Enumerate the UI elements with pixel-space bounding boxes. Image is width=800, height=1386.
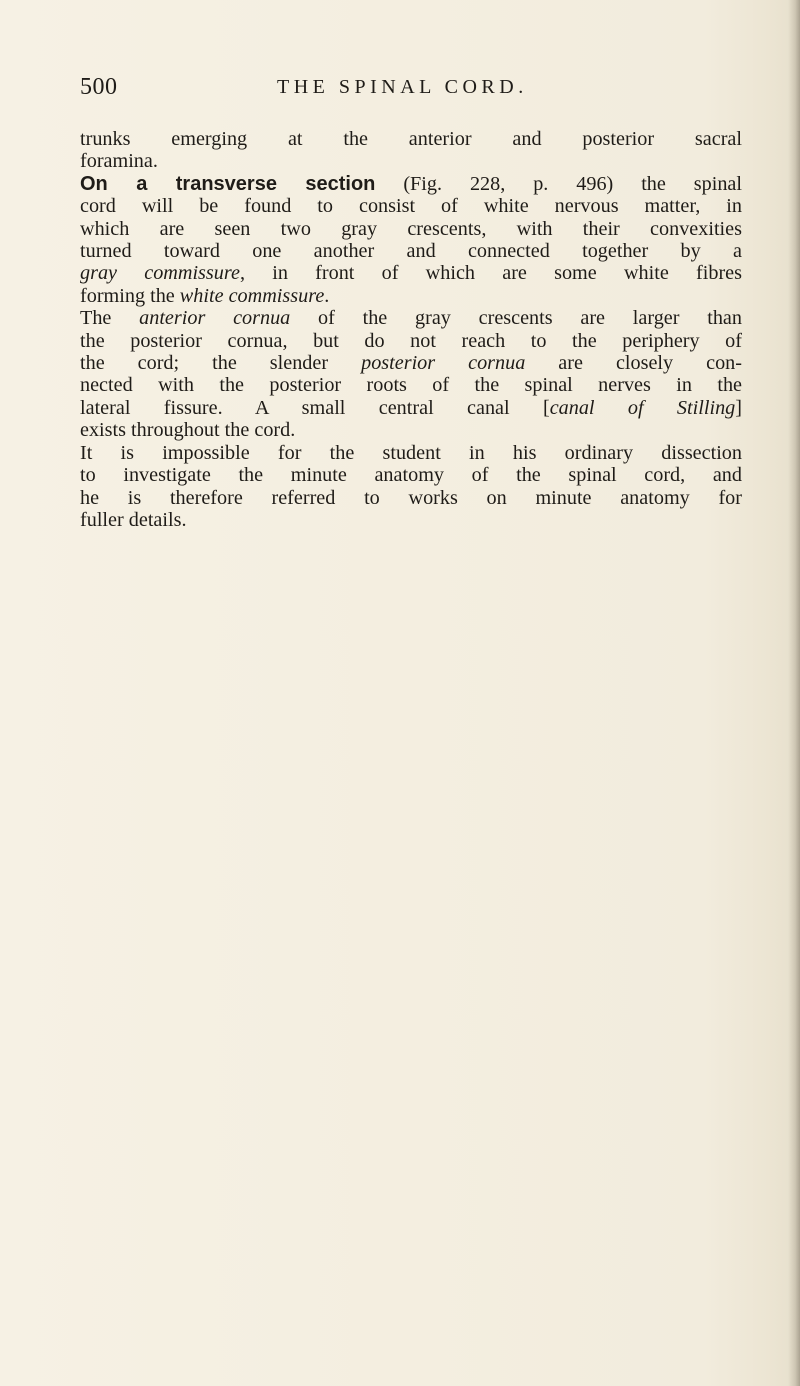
text-line: turned toward one another and connected together by a — [80, 240, 742, 263]
page-edge-shadow — [788, 0, 800, 1386]
text-line: the cord; the slender posterior cornua are closely con- — [80, 352, 742, 375]
text-line: cord will be found to consist of white nervous matter, in — [80, 195, 742, 218]
text-line: nected with the posterior roots of the spinal nerves in the — [80, 374, 742, 397]
text-line: On a transverse section (Fig. 228, p. 496) the spinal — [80, 172, 742, 195]
text-line: lateral fissure. A small central canal [canal of Stilling] — [80, 396, 742, 419]
text-line: The anterior cornua of the gray crescents are larger than — [80, 307, 742, 330]
text-line: exists throughout the cord. — [80, 419, 296, 442]
italic-term: canal of Stilling — [549, 396, 736, 419]
text-line: gray commissure, in front of which are some white fibres — [80, 262, 742, 285]
body-text — [80, 128, 742, 531]
text-line: which are seen two gray crescents, with their convexities — [80, 217, 742, 240]
text-line: he is therefore referred to works on minute anatomy for — [80, 486, 742, 509]
text-line: to investigate the minute anatomy of the spinal cord, and — [80, 464, 742, 487]
italic-term: anterior cornua — [139, 307, 291, 330]
text-line: forming the white commissure. — [80, 284, 330, 307]
italic-term: posterior cornua — [361, 352, 526, 375]
text-line: It is impossible for the student in his ordinary dissection — [80, 441, 742, 464]
italic-term: gray commissure — [80, 262, 240, 285]
section-lead: On a transverse section — [80, 172, 376, 195]
text-line: fuller details. — [80, 508, 187, 531]
running-head: THE SPINAL CORD. — [277, 76, 528, 98]
text-line: foramina. — [80, 150, 158, 173]
text-line: trunks emerging at the anterior and posterior sacral — [80, 128, 742, 150]
page-number: 500 — [80, 74, 118, 100]
page-header — [80, 74, 740, 106]
text-line: the posterior cornua, but do not reach to the periphery of — [80, 329, 742, 352]
italic-term: white commissure — [179, 284, 325, 307]
